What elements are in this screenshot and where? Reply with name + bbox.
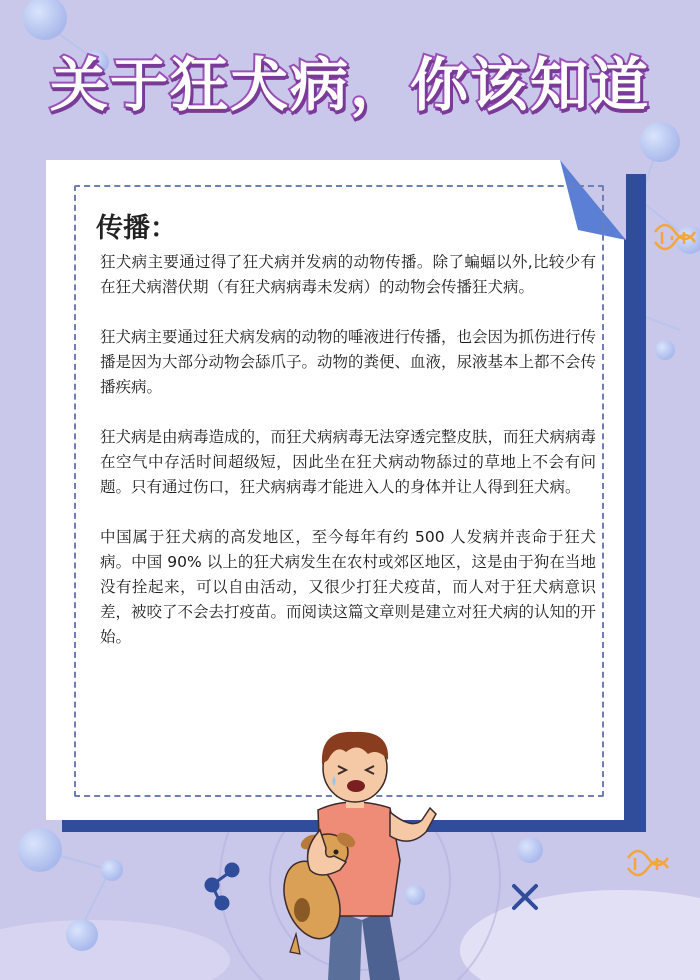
paragraph-3: 狂犬病是由病毒造成的，而狂犬病病毒无法穿透完整皮肤，而狂犬病病毒在空气中存活时间超级短，因此坐在狂犬病动物舔过的草地上不会有问题。只有通过伤口，狂犬病病毒才能进入人的身体并让人得到狂犬病。 (100, 428, 597, 496)
paragraph-2: 狂犬病主要通过狂犬病发病的动物的唾液进行传播，也会因为抓伤进行传播是因为大部分动物会舔爪子。动物的粪便、血液，尿液基本上都不会传播疾病。 (100, 328, 597, 396)
section-title: 传播： (96, 213, 177, 244)
paragraph-4: 中国属于狂犬病的高发地区，至今每年有约 500 人发病并丧命于狂犬病。中国 90% 以上的狂犬病发生在农村或郊区地区，这是由于狗在当地没有拴起来，可以自由活动，又很少打狂犬疫苗，而人对于狂犬病意识差，被咬了不会去打疫苗。而阅读这篇文章则是建立对狂犬病的认知的开始。 (100, 528, 597, 646)
page-title: 关于狂犬病，你该知道 (49, 51, 650, 119)
paragraph-1: 狂犬病主要通过得了狂犬病并发病的动物传播。除了蝙蝠以外,比较少有在狂犬病潜伏期（有狂犬病病毒未发病）的动物会传播狂犬病。 (100, 253, 596, 296)
boy-with-dog-illustration (250, 720, 460, 980)
article-body (100, 250, 596, 675)
molecule-icon (206, 864, 238, 909)
